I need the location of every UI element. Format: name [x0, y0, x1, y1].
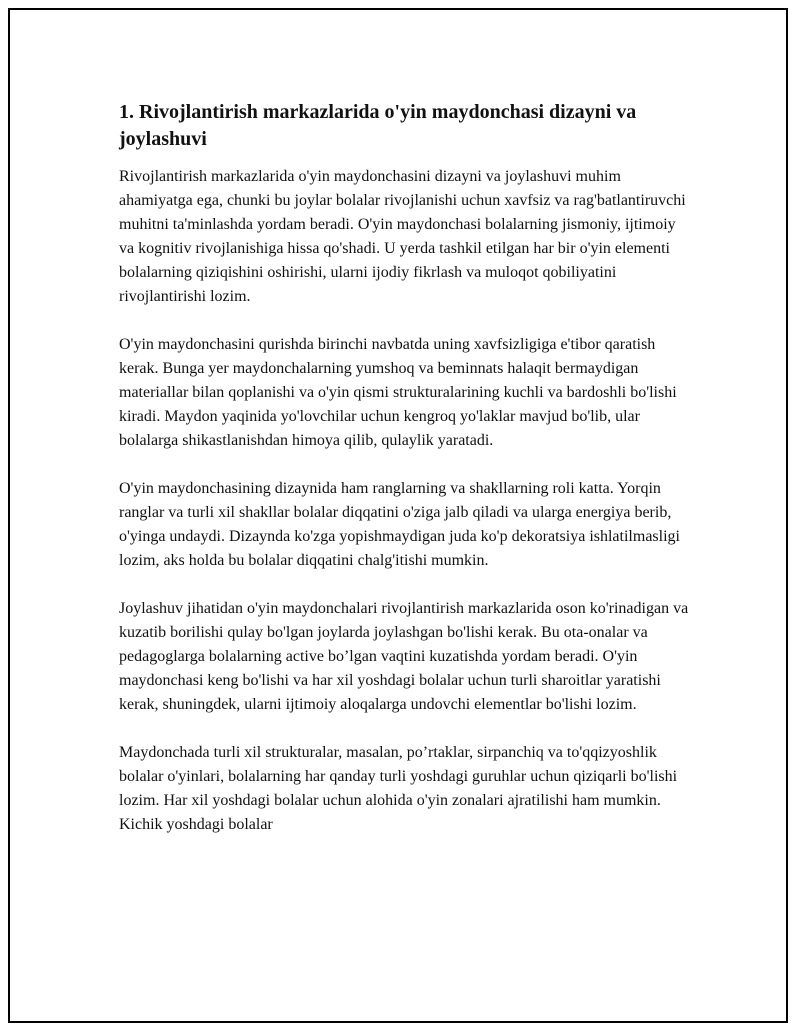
section-heading: 1. Rivojlantirish markazlarida o'yin maydonchasi dizayni va joylashuvi — [119, 101, 637, 150]
paragraph-3: O'yin maydonchasining dizaynida ham ranglarning va shakllarning roli katta. Yorqin ranglar va turli xil shakllar bolalar diqqatini o'ziga jalb qiladi va ularga energiya berib, o'yinga undaydi. Dizaynda ko'zga yopishmaydigan juda ko'p dekoratsiya ishlatilmasligi lozim, aks holda bu bolalar diqqatini chalg'itishi mumkin. — [119, 480, 680, 569]
document-body — [119, 99, 694, 861]
paragraph-1: Rivojlantirish markazlarida o'yin maydonchasini dizayni va joylashuvi muhim ahamiyatga ega, chunki bu joylar bolalar rivojlanishi uchun xavfsiz va rag'batlantiruvchi muhitni ta'minlashda yordam beradi. O'yin maydonchasi bolalarning jismoniy, ijtimoiy va kognitiv rivojlanishiga hissa qo'shadi. U yerda tashkil etilgan har bir o'yin elementi bolalarning qiziqishini oshirishi, ularni ijodiy fikrlash va muloqot qobiliyatini rivojlantirishi lozim. — [119, 168, 686, 305]
document-page — [8, 8, 788, 1023]
paragraph-5: Maydonchada turli xil strukturalar, masalan, po’rtaklar, sirpanchiq va to'qqizyoshlik bolalar o'yinlari, bolalarning har qanday turli yoshdagi guruhlar uchun qiziqarli bo'lishi lozim. Har xil yoshdagi bolalar uchun alohida o'yin zonalari ajratilishi ham mumkin. Kichik yoshdagi bolalar — [119, 744, 678, 833]
paragraph-2: O'yin maydonchasini qurishda birinchi navbatda uning xavfsizligiga e'tibor qaratish kerak. Bunga yer maydonchalarning yumshoq va beminnats halaqit bermaydigan materiallar bilan qoplanishi va o'yin qismi strukturalarining kuchli va bardoshli bo'lishi kiradi. Maydon yaqinida yo'lovchilar uchun kengroq yo'laklar mavjud bo'lib, ular bolalarga shikastlanishdan himoya qilib, qulaylik yaratadi. — [119, 336, 677, 449]
paragraph-4: Joylashuv jihatidan o'yin maydonchalari rivojlantirish markazlarida oson ko'rinadigan va kuzatib borilishi qulay bo'lgan joylarda joylashgan bo'lishi kerak. Bu ota-onalar va pedagoglarga bolalarning active bo’lgan vaqtini kuzatishda yordam beradi. O'yin maydonchasi keng bo'lishi va har xil yoshdagi bolalar uchun turli sharoitlar yaratishi kerak, shuningdek, ularni ijtimoiy aloqalarga undovchi elementlar bo'lishi lozim. — [119, 600, 689, 713]
